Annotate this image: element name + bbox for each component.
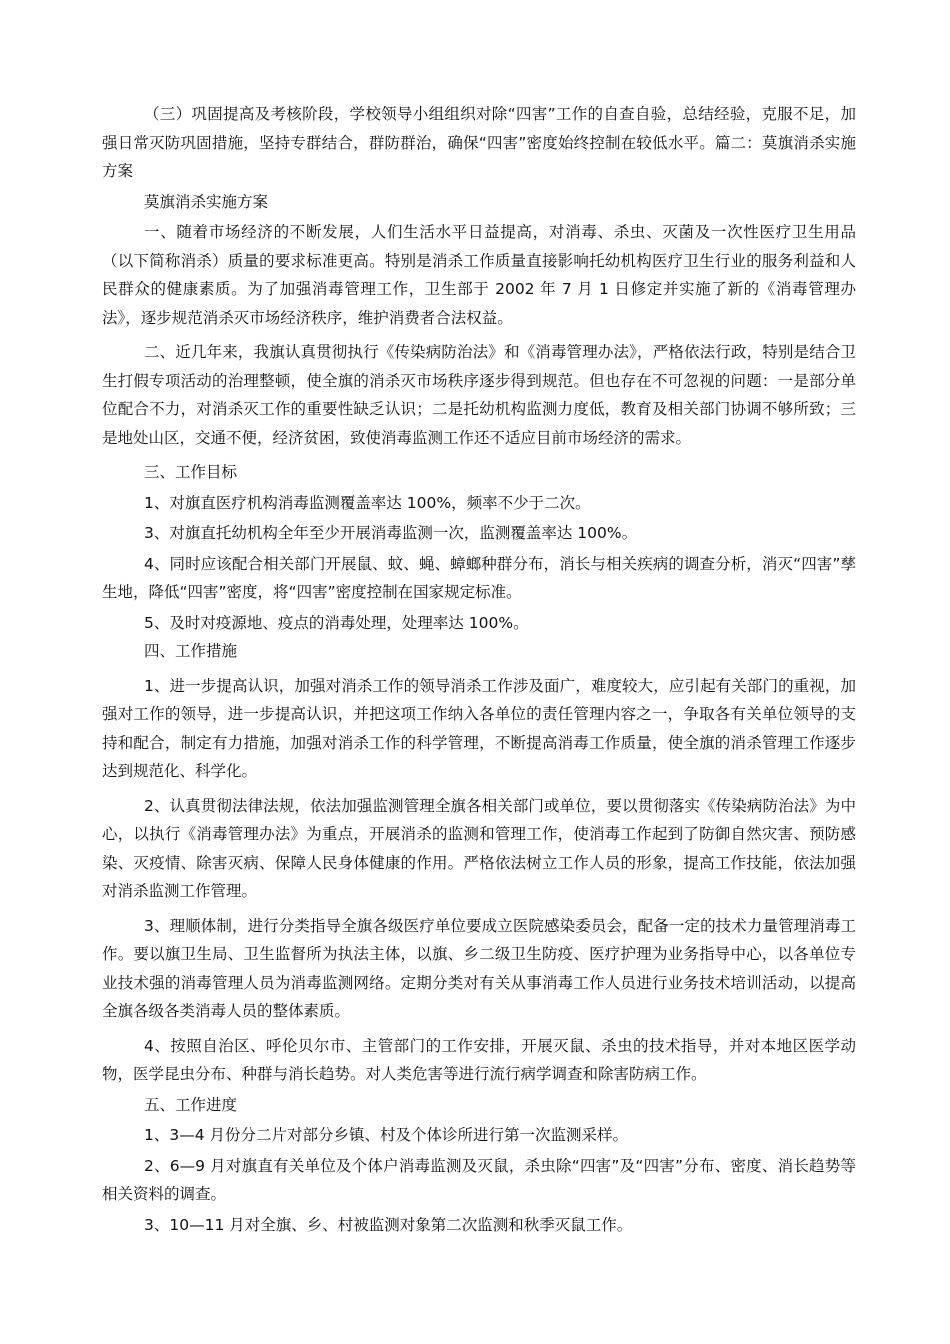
goal-item-5: 5、及时对疫源地、疫点的消毒处理，处理率达 100%。 <box>144 613 529 632</box>
measure-item-3: 3、理顺体制，进行分类指导全旗各级医疗单位要成立医院感染委员会，配备一定的技术力量管理消毒工作。要以旗卫生局、卫生监督所为执法主体，以旗、乡二级卫生防疫、医疗护理为业务指导中心，以各单位专业技术强的消毒管理人员为消毒监测网络。定期分类对有关从事消毒工作人员进行业务技术培训活动，以提高全旗各级各类消毒人员的整体素质。 <box>102 916 856 1020</box>
goal-item-1: 1、对旗直医疗机构消毒监测覆盖率达 100%，频率不少于二次。 <box>144 493 591 512</box>
paragraph-subtitle: 莫旗消杀实施方案 <box>144 192 269 211</box>
goal-item-4: 4、同时应该配合相关部门开展鼠、蚊、蝇、蟑螂种群分布，消长与相关疾病的调查分析，消灭“四害”孳生地，降低“四害”密度，将“四害”密度控制在国家规定标准。 <box>102 554 856 601</box>
schedule-item-2: 2、6—9 月对旗直有关单位及个体户消毒监测及灭鼠，杀虫除“四害”及“四害”分布、密度、消长趋势等相关资料的调查。 <box>102 1156 856 1203</box>
goal-item-3: 3、对旗直托幼机构全年至少开展消毒监测一次，监测覆盖率达 100%。 <box>144 524 638 542</box>
heading-work-schedule: 五、工作进度 <box>144 1095 238 1114</box>
paragraph-phase-three: （三）巩固提高及考核阶段，学校领导小组组织对除“四害”工作的自查自验，总结经验，克服不足，加强日常灭防巩固措施，坚持专群结合，群防群治，确保“四害”密度始终控制在较低水平。篇二：莫旗消杀实施方案 <box>102 105 856 180</box>
paragraph-section-two: 二、近几年来，我旗认真贯彻执行《传染病防治法》和《消毒管理办法》，严格依法行政，特别是结合卫生打假专项活动的治理整顿，使全旗的消杀灭市场秩序逐步得到规范。但也存在不可忽视的问题：一是部分单位配合不力，对消杀灭工作的重要性缺乏认识；二是托幼机构监测力度低，教育及相关部门协调不够所致；三是地处山区，交通不便，经济贫困，致使消毒监测工作还不适应目前市场经济的需求。 <box>102 343 856 447</box>
heading-work-measures: 四、工作措施 <box>144 642 238 660</box>
schedule-item-1: 1、3—4 月份分二片对部分乡镇、村及个体诊所进行第一次监测采样。 <box>144 1126 629 1144</box>
schedule-item-3: 3、10—11 月对全旗、乡、村被监测对象第二次监测和秋季灭鼠工作。 <box>144 1215 633 1234</box>
paragraph-section-one: 一、随着市场经济的不断发展，人们生活水平日益提高，对消毒、杀虫、灭菌及一次性医疗卫生用品（以下简称消杀）质量的要求标准更高。特别是消杀工作质量直接影响托幼机构医疗卫生行业的服务利益和人民群众的健康素质。为了加强消毒管理工作，卫生部于 2002 年 7 月 1 日修定并实施了新的《消毒管理办法》，逐步规范消杀灭市场经济秩序，维护消费者合法权益。 <box>102 223 856 327</box>
measure-item-2: 2、认真贯彻法律法规，依法加强监测管理全旗各相关部门或单位，要以贯彻落实《传染病防治法》为中心，以执行《消毒管理办法》为重点，开展消杀的监测和管理工作，使消毒工作起到了防御自然灾害、预防感染、灭疫情、除害灭病、保障人民身体健康的作用。严格依法树立工作人员的形象，提高工作技能，依法加强对消杀监测工作管理。 <box>102 796 856 900</box>
measure-item-1: 1、进一步提高认识，加强对消杀工作的领导消杀工作涉及面广，难度较大，应引起有关部门的重视，加强对工作的领导，进一步提高认识，并把这项工作纳入各单位的责任管理内容之一，争取各有关单位领导的支持和配合，制定有力措施，加强对消杀工作的科学管理，不断提高消毒工作质量，使全旗的消杀管理工作逐步达到规范化、科学化。 <box>102 676 856 780</box>
measure-item-4: 4、按照自治区、呼伦贝尔市、主管部门的工作安排，开展灭鼠、杀虫的技术指导，并对本地区医学动物，医学昆虫分布、种群与消长趋势。对人类危害等进行流行病学调查和除害防病工作。 <box>102 1036 856 1083</box>
heading-work-goals: 三、工作目标 <box>144 463 238 481</box>
document-page <box>102 100 856 1239</box>
